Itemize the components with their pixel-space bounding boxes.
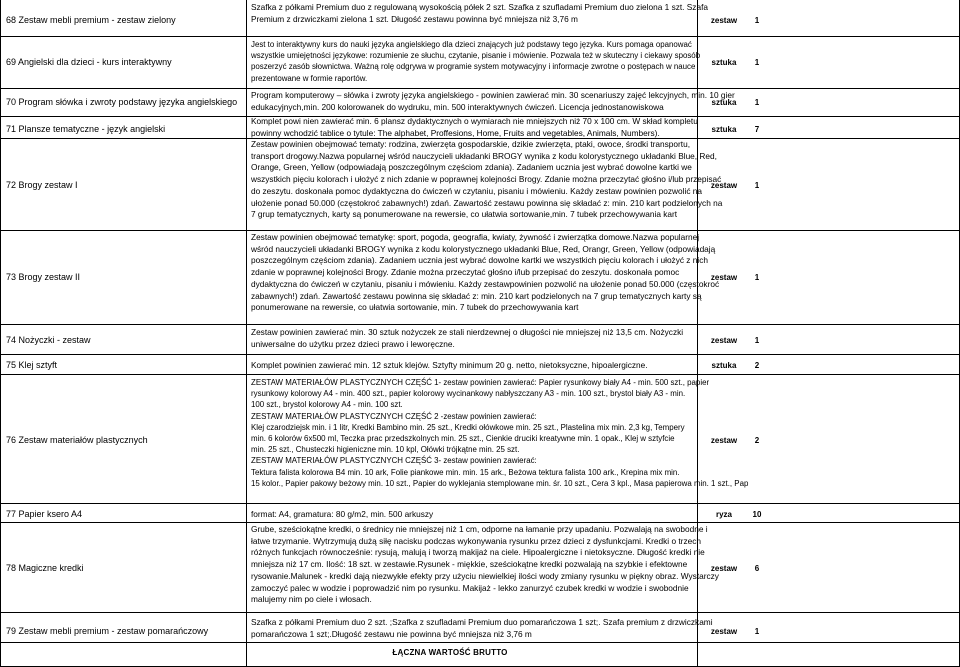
item-unit: zestaw bbox=[710, 181, 738, 190]
item-description: Szafka z półkami Premium duo z regulowaną wysokością półek 2 szt. Szafka z szufladami Premium duo zielona 1 szt. Szafa Premium z drzwiczkami zielona 1 szt. Długość zestawu powinna być mniejsza niż 3,76 m bbox=[251, 2, 708, 24]
row-divider bbox=[0, 503, 960, 504]
item-quantity: 6 bbox=[754, 564, 760, 573]
item-quantity: 2 bbox=[754, 436, 760, 445]
item-description: format: A4, gramatura: 80 g/m2, min. 500 arkuszy bbox=[251, 509, 434, 519]
item-description: Zestaw powinien obejmować tematykę: sport, pogoda, geografia, kwiaty, żywność i zwierzątka domowe.Nazwa popularnej wśród nauczycieli układanki BROGY wynika z kodu kolorystycznego układanki Blue, Red, Orangr, Green, Yellow (odpowiadają poszczególnym częściom zdania). Zadaniem ucznia jest wybrać dowolne kartki we wszystkich pięciu kolorach i ułożyć z nich zdanie w poprawnej kolejności Brogy. Zdanie można przeczytać głośno i/lub przepisać do zeszytu. doskonała pomoc dydaktyczna do ćwiczeń w czytaniu, pisaniu i mówieniu. Każdy zestawpowinien pozwolić na ułożenie ponad 50.000 (częstokroć zabawnych!) zdań. Zawartość zestawu powinna się składać z: min. 210 kart podzielonych na 7 grup tematycznych karty są ponumerowane na rewersie, co ułatwia sortowanie, min. 7 tubek do przechowywania kart bbox=[251, 232, 720, 313]
row-divider bbox=[0, 612, 960, 613]
item-unit: sztuka bbox=[711, 98, 737, 107]
item-name: 71 Plansze tematyczne - język angielski bbox=[6, 124, 166, 134]
item-unit: zestaw bbox=[710, 627, 738, 636]
item-name: 69 Angielski dla dzieci - kurs interaktywny bbox=[6, 57, 172, 67]
row-divider bbox=[0, 88, 960, 89]
item-description: Grube, sześciokątne kredki, o średnicy nie mniejszej niż 1 cm, odporne na łamanie przy upadaniu. Pozwalają na swobodne i łatwe trzymanie. Wytrzymują dużą siłę nacisku podczas wykonywania rysunku przez dzieci z dysfunkcjami. Kredki o trzech różnych funkcjach równocześnie: rysują, malują i tworzą makijaż na ciele. Hipoalergiczne i nietoksyczne. Długość kredki nie mniejsza niż 17 cm. Ilość: 18 szt. w zestawie.Rysunek - miękkie, sześciokątne kredki pozwalają na szybkie i efektowne rysowanie.Malunek - kredki dają niezwykłe efekty przy użyciu niewielkiej ilości wody zmiany rysunku w piękny obraz. Wystarczy zamoczyć palec w wodzie i poprowadzić nim po rysunku. Makijaż - lekko zanurzyć czubek kredki w wodzie i swobodnie malujemy nim po ciele i włosach. bbox=[251, 524, 719, 605]
item-quantity: 1 bbox=[754, 181, 760, 190]
item-description: Komplet powinien zawierać min. 12 sztuk klejów. Sztyfty minimum 20 g. netto, nietoksyczne, hipoalergiczne. bbox=[251, 360, 648, 370]
item-quantity: 2 bbox=[754, 361, 760, 370]
row-divider bbox=[0, 324, 960, 325]
item-unit: sztuka bbox=[711, 361, 737, 370]
item-name: 68 Zestaw mebli premium - zestaw zielony bbox=[6, 15, 176, 25]
item-unit: zestaw bbox=[710, 564, 738, 573]
total-gross-label: ŁĄCZNA WARTOŚĆ BRUTTO bbox=[392, 648, 508, 657]
item-unit: sztuka bbox=[711, 58, 737, 67]
item-unit: zestaw bbox=[710, 16, 738, 25]
row-divider bbox=[0, 36, 960, 37]
item-name: 79 Zestaw mebli premium - zestaw pomarańczowy bbox=[6, 626, 209, 636]
item-name: 77 Papier ksero A4 bbox=[6, 509, 83, 519]
item-description: Zestaw powinien zawierać min. 30 sztuk nożyczek ze stali nierdzewnej o długości nie mniejszej niż 13,5 cm. Nożyczki uniwersalne do użytku przez dzieci prawo i leworęczne. bbox=[251, 327, 684, 349]
item-unit: zestaw bbox=[710, 273, 738, 282]
item-quantity: 7 bbox=[754, 125, 760, 134]
row-divider bbox=[0, 230, 960, 231]
item-description: Komplet powi nien zawierać min. 6 plansz dydaktycznych o wymiarach nie mniejszych niż 70 x 100 cm. W skład kompletu powinny wchodzić tablice o tytule: The alphabet, Proffesions, Home, Fruits and vegetables, Animals, Numbers). bbox=[251, 116, 698, 138]
item-quantity: 1 bbox=[754, 273, 760, 282]
row-divider bbox=[0, 522, 960, 523]
item-quantity: 1 bbox=[754, 98, 760, 107]
item-quantity: 1 bbox=[754, 336, 760, 345]
row-divider bbox=[0, 374, 960, 375]
item-name: 73 Brogy zestaw II bbox=[6, 272, 81, 282]
item-description: Szafka z półkami Premium duo 2 szt. ;Szafka z szufladami Premium duo pomarańczowa 1 szt;. Szafa premium z drzwiczkami pomarańczowa 1 szt;.Długość zestawu nie powinna być mniejsza niż 3,76 m bbox=[251, 617, 713, 639]
item-name: 78 Magiczne kredki bbox=[6, 563, 84, 573]
item-name: 72 Brogy zestaw I bbox=[6, 180, 78, 190]
item-name: 76 Zestaw materiałów plastycznych bbox=[6, 435, 148, 445]
item-name: 74 Nożyczki - zestaw bbox=[6, 335, 91, 345]
row-divider bbox=[0, 354, 960, 355]
item-quantity: 1 bbox=[754, 16, 760, 25]
item-name: 75 Klej sztyft bbox=[6, 360, 58, 370]
item-name: 70 Program słówka i zwroty podstawy języka angielskiego bbox=[6, 97, 238, 107]
item-unit: ryza bbox=[715, 510, 732, 519]
table-border-left bbox=[0, 0, 1, 667]
item-quantity: 1 bbox=[754, 58, 760, 67]
column-divider-name bbox=[246, 0, 247, 667]
item-description: ZESTAW MATERIAŁÓW PLASTYCZNYCH CZĘŚĆ 1- zestaw powinien zawierać: Papier rysunkowy biały A4 - min. 500 szt., papier rysunkowy kolorowy A4 - min. 400 szt., papier kolorowy wycinankowy nabłyszczany A3 - min. 100 szt., brystol biały A3 - min. 100 szt., brystol kolorowy A4 - min. 100 szt. ZESTAW MATERIAŁÓW PLASTYCZNYCH CZĘŚĆ 2 -zestaw powinien zawierać: Klej czarodziejsk min. i 1 litr, Kredki Bambino min. 25 szt., Kredki ołówkowe min. 25 szt., Plastelina mix min. 2,3 kg, Tempery min. 6 kolorów 6x500 ml, Teczka prac przedszkolnych min. 25 szt., Cienkie druciki kreatywne min. 1 opak., Klej w sztyfcie min. 25 szt., Chusteczki higieniczne min. 10 kpl, Ołówki trójkątne min. 25 szt. ZESTAW MATERIAŁÓW PLASTYCZNYCH CZĘŚĆ 3- zestaw powinien zawierać: Tektura falista kolorowa B4 min. 10 ark, Folie piankowe min. min. 15 ark., Beżowa tektura falista 100 ark., Krepina mix min. 15 kolor., Papier pakowy beżowy min. 10 szt., Papier do wyklejania stemplowane min. śr. 10 szt., Cera 3 kpl., Masa papierowa min. 1 szt., Pap bbox=[251, 378, 749, 488]
item-unit: zestaw bbox=[710, 436, 738, 445]
item-description: Program komputerowy – słówka i zwroty języka angielskiego - powinien zawierać min. 30 scenariuszy zajęć lekcyjnych, min. 10 gier edukacyjnych,min. 200 kolorowanek do wydruku, min. 500 interaktywnych ćwiczeń. Licencja jednostanowiskowa bbox=[251, 90, 735, 112]
item-quantity: 1 bbox=[754, 627, 760, 636]
row-divider bbox=[0, 642, 960, 643]
column-divider-desc bbox=[697, 0, 698, 667]
item-description: Zestaw powinien obejmować tematy: rodzina, zwierzęta gospodarskie, dzikie zwierzęta, ptaki, owoce, środki transportu, transport drogowy.Nazwa popularnej wśród nauczycieli układanki BROGY wynika z kodu kolorystycznego układanki Blue, Red, Orange, Green, Yellow (odpowiadają poszczególnym częściom zdania). Zadaniem ucznia jest wybrać dowolne kartki we wszystkich pięciu kolorach i ułożyć z nich zdanie w poprawnej kolejności Brogy. Zdanie można przeczytać głośno i/lub przepisać do zeszytu. doskonała pomoc dydaktyczna do ćwiczeń w czytaniu, pisaniu i mówieniu. Każdy zestaw powinien pozwolić na ułożenie ponad 50.000 (częstokroć zabawnych!) zdań. Zawartość zestawu powinna się składać z: min. 210 kart podzielonych na 7 grup tematycznych, karty są ponumerowane na rewersie, co ułatwia sortowanie,min. 7 tubek przechowywania kart bbox=[251, 139, 723, 220]
item-unit: zestaw bbox=[710, 336, 738, 345]
item-quantity: 10 bbox=[752, 510, 762, 519]
item-unit: sztuka bbox=[711, 125, 737, 134]
item-description: Jest to interaktywny kurs do nauki języka angielskiego dla dzieci znających już podstawy tego języka. Kurs pomaga opanować wszystkie umiejętności językowe: rozumienie ze słuchu, czytanie, pisanie i mówienie. Pozwala też w skuteczny i ciekawy sposób poszerzyć zasób słownictwa. Ważną rolę odgrywa w programie system motywacyjny i informacje zwrotne o postępach w nauce prezentowane w formie raportów. bbox=[251, 40, 701, 83]
